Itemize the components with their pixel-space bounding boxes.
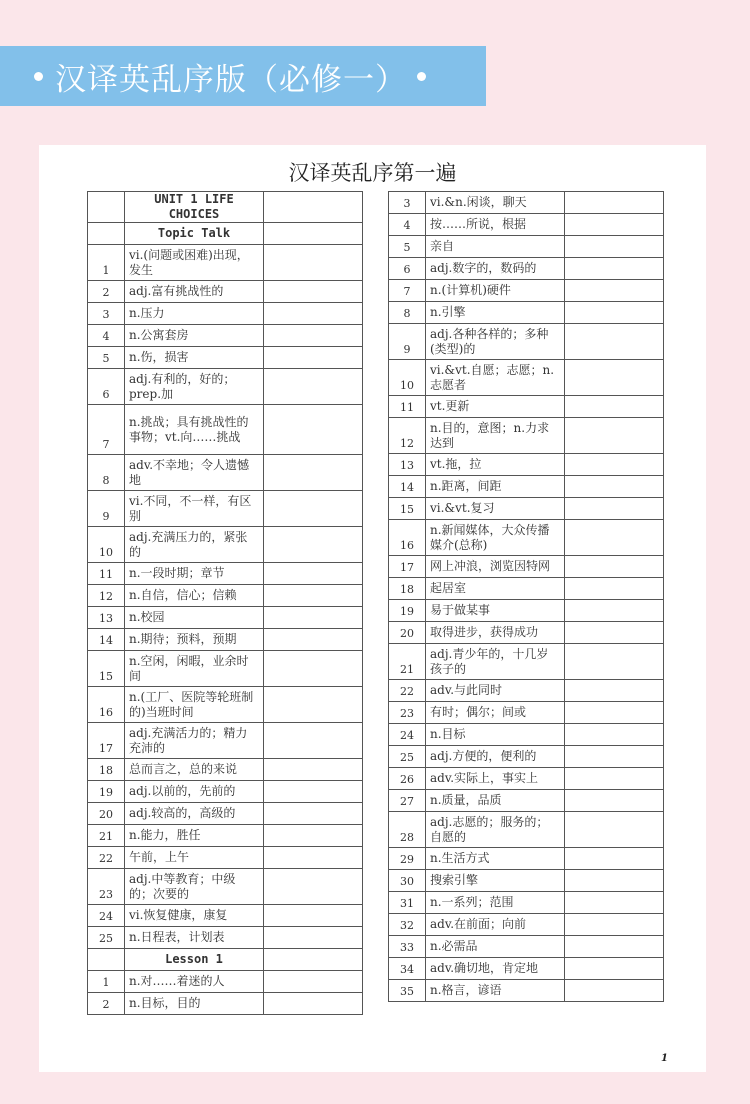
chinese-definition: vi.&n.闲谈，聊天	[426, 192, 565, 214]
vocab-table-left	[87, 191, 363, 1015]
answer-blank[interactable]	[565, 454, 664, 476]
table-row	[88, 927, 363, 949]
row-number: 22	[88, 847, 125, 869]
answer-blank[interactable]	[565, 600, 664, 622]
chinese-definition: adv.实际上，事实上	[426, 768, 565, 790]
table-row	[389, 812, 664, 848]
table-row	[389, 768, 664, 790]
chinese-definition: adv.不幸地；令人遗憾地	[125, 455, 264, 491]
table-row	[88, 325, 363, 347]
table-row	[389, 396, 664, 418]
answer-blank[interactable]	[565, 324, 664, 360]
chinese-definition: adv.在前面；向前	[426, 914, 565, 936]
table-row	[389, 746, 664, 768]
answer-blank[interactable]	[264, 803, 363, 825]
chinese-definition: adj.方便的，便利的	[426, 746, 565, 768]
chinese-definition: vt.拖，拉	[426, 454, 565, 476]
row-number	[88, 223, 125, 245]
answer-blank[interactable]	[264, 347, 363, 369]
row-number: 13	[389, 454, 426, 476]
table-row	[389, 360, 664, 396]
answer-blank[interactable]	[264, 847, 363, 869]
table-row	[389, 302, 664, 324]
table-row	[88, 563, 363, 585]
answer-blank[interactable]	[565, 192, 664, 214]
answer-blank[interactable]	[264, 687, 363, 723]
chinese-definition: n.(计算机)硬件	[426, 280, 565, 302]
table-row	[88, 607, 363, 629]
chinese-definition: 按……所说，根据	[426, 214, 565, 236]
answer-blank[interactable]	[565, 870, 664, 892]
chinese-definition: n.一段时期；章节	[125, 563, 264, 585]
table-row	[389, 914, 664, 936]
chinese-definition: 总而言之，总的来说	[125, 759, 264, 781]
answer-blank[interactable]	[565, 396, 664, 418]
chinese-definition: adv.确切地，肯定地	[426, 958, 565, 980]
table-row	[88, 281, 363, 303]
table-row	[389, 958, 664, 980]
vocab-table-right	[388, 191, 664, 1002]
table-row	[389, 936, 664, 958]
chinese-definition: n.能力，胜任	[125, 825, 264, 847]
chinese-definition: n.格言，谚语	[426, 980, 565, 1002]
section-title: UNIT 1 LIFE CHOICES	[125, 192, 264, 223]
table-row	[88, 971, 363, 993]
answer-blank[interactable]	[264, 455, 363, 491]
row-number: 6	[389, 258, 426, 280]
answer-blank[interactable]	[264, 369, 363, 405]
answer-blank[interactable]	[565, 236, 664, 258]
answer-blank[interactable]	[264, 971, 363, 993]
chinese-definition: n.公寓套房	[125, 325, 264, 347]
table-row	[88, 905, 363, 927]
row-number: 23	[389, 702, 426, 724]
answer-blank[interactable]	[264, 759, 363, 781]
answer-blank[interactable]	[565, 892, 664, 914]
answer-blank[interactable]	[565, 936, 664, 958]
chinese-definition: n.日程表，计划表	[125, 927, 264, 949]
table-row	[88, 491, 363, 527]
answer-blank[interactable]	[264, 927, 363, 949]
row-number: 2	[88, 993, 125, 1015]
table-row	[389, 214, 664, 236]
banner-title: 汉译英乱序版（必修一）	[55, 61, 407, 98]
table-row	[389, 236, 664, 258]
table-row	[389, 724, 664, 746]
chinese-definition: n.对……着迷的人	[125, 971, 264, 993]
row-number	[88, 192, 125, 223]
row-number: 24	[88, 905, 125, 927]
table-row	[389, 418, 664, 454]
row-number: 10	[389, 360, 426, 396]
section-title: Topic Talk	[125, 223, 264, 245]
row-number: 28	[389, 812, 426, 848]
row-number: 7	[389, 280, 426, 302]
table-row	[389, 600, 664, 622]
table-row	[389, 790, 664, 812]
chinese-definition: 取得进步，获得成功	[426, 622, 565, 644]
row-number: 21	[88, 825, 125, 847]
chinese-definition: n.自信，信心；信赖	[125, 585, 264, 607]
table-row	[389, 520, 664, 556]
chinese-definition: n.质量，品质	[426, 790, 565, 812]
answer-blank[interactable]	[565, 702, 664, 724]
chinese-definition: n.距离，间距	[426, 476, 565, 498]
row-number: 19	[88, 781, 125, 803]
section-header-row	[88, 949, 363, 971]
answer-blank[interactable]	[565, 214, 664, 236]
answer-blank[interactable]	[565, 980, 664, 1002]
table-row	[389, 892, 664, 914]
chinese-definition: 有时；偶尔；间或	[426, 702, 565, 724]
row-number: 26	[389, 768, 426, 790]
chinese-definition: n.(工厂、医院等轮班制的)当班时间	[125, 687, 264, 723]
page-number: 1	[661, 1053, 668, 1064]
answer-blank[interactable]	[565, 622, 664, 644]
bullet-dot-icon	[34, 72, 43, 81]
row-number: 29	[389, 848, 426, 870]
row-number: 3	[389, 192, 426, 214]
answer-blank[interactable]	[264, 993, 363, 1015]
answer-blank[interactable]	[264, 245, 363, 281]
table-row	[88, 651, 363, 687]
answer-blank[interactable]	[565, 958, 664, 980]
row-number: 6	[88, 369, 125, 405]
chinese-definition: n.校园	[125, 607, 264, 629]
section-title: Lesson 1	[125, 949, 264, 971]
table-row	[88, 723, 363, 759]
table-row	[389, 498, 664, 520]
row-number: 1	[88, 971, 125, 993]
row-number: 34	[389, 958, 426, 980]
chinese-definition: adj.有利的，好的；prep.加	[125, 369, 264, 405]
row-number: 10	[88, 527, 125, 563]
table-row	[389, 644, 664, 680]
chinese-definition: n.一系列；范围	[426, 892, 565, 914]
chinese-definition: n.必需品	[426, 936, 565, 958]
row-number: 20	[88, 803, 125, 825]
row-number: 20	[389, 622, 426, 644]
answer-blank[interactable]	[565, 680, 664, 702]
chinese-definition: n.新闻媒体，大众传播媒介(总称)	[426, 520, 565, 556]
row-number: 16	[88, 687, 125, 723]
answer-blank[interactable]	[565, 280, 664, 302]
chinese-definition: n.期待；预料，预期	[125, 629, 264, 651]
chinese-definition: 亲自	[426, 236, 565, 258]
answer-blank[interactable]	[264, 192, 363, 223]
row-number: 25	[389, 746, 426, 768]
chinese-definition: adj.富有挑战性的	[125, 281, 264, 303]
table-row	[88, 405, 363, 455]
table-row	[88, 759, 363, 781]
row-number: 17	[88, 723, 125, 759]
table-row	[88, 585, 363, 607]
row-number: 15	[389, 498, 426, 520]
chinese-definition: adj.各种各样的；多种(类型)的	[426, 324, 565, 360]
chinese-definition: n.目标	[426, 724, 565, 746]
table-row	[88, 347, 363, 369]
chinese-definition: n.空闲，闲暇，业余时间	[125, 651, 264, 687]
row-number: 22	[389, 680, 426, 702]
answer-blank[interactable]	[264, 723, 363, 759]
row-number: 18	[389, 578, 426, 600]
answer-blank[interactable]	[264, 563, 363, 585]
row-number: 31	[389, 892, 426, 914]
answer-blank[interactable]	[565, 498, 664, 520]
answer-blank[interactable]	[264, 223, 363, 245]
answer-blank[interactable]	[565, 812, 664, 848]
table-row	[88, 993, 363, 1015]
row-number: 7	[88, 405, 125, 455]
chinese-definition: adj.充满活力的；精力充沛的	[125, 723, 264, 759]
answer-blank[interactable]	[264, 629, 363, 651]
answer-blank[interactable]	[565, 302, 664, 324]
chinese-definition: n.挑战；具有挑战性的事物；vt.向……挑战	[125, 405, 264, 455]
chinese-definition: vi.(问题或困难)出现，发生	[125, 245, 264, 281]
row-number: 2	[88, 281, 125, 303]
table-row	[389, 680, 664, 702]
answer-blank[interactable]	[565, 746, 664, 768]
chinese-definition: adj.充满压力的，紧张的	[125, 527, 264, 563]
table-row	[389, 476, 664, 498]
chinese-definition: n.目标，目的	[125, 993, 264, 1015]
table-row	[389, 556, 664, 578]
answer-blank[interactable]	[565, 258, 664, 280]
chinese-definition: adj.以前的，先前的	[125, 781, 264, 803]
answer-blank[interactable]	[565, 914, 664, 936]
table-row	[88, 369, 363, 405]
answer-blank[interactable]	[264, 781, 363, 803]
row-number: 8	[88, 455, 125, 491]
table-row	[389, 702, 664, 724]
table-row	[88, 803, 363, 825]
row-number: 32	[389, 914, 426, 936]
row-number: 1	[88, 245, 125, 281]
answer-blank[interactable]	[264, 905, 363, 927]
chinese-definition: n.引擎	[426, 302, 565, 324]
chinese-definition: adj.数字的，数码的	[426, 258, 565, 280]
document-sheet	[39, 145, 706, 1072]
row-number: 24	[389, 724, 426, 746]
table-row	[389, 280, 664, 302]
row-number: 14	[389, 476, 426, 498]
chinese-definition: vi.不同，不一样，有区别	[125, 491, 264, 527]
row-number: 25	[88, 927, 125, 949]
answer-blank[interactable]	[565, 520, 664, 556]
row-number: 8	[389, 302, 426, 324]
answer-blank[interactable]	[264, 585, 363, 607]
title-banner	[0, 46, 486, 106]
row-number: 11	[88, 563, 125, 585]
chinese-definition: adv.与此同时	[426, 680, 565, 702]
row-number: 12	[88, 585, 125, 607]
table-row	[389, 980, 664, 1002]
chinese-definition: vt.更新	[426, 396, 565, 418]
chinese-definition: adj.青少年的，十几岁孩子的	[426, 644, 565, 680]
answer-blank[interactable]	[264, 651, 363, 687]
table-row	[88, 455, 363, 491]
chinese-definition: 午前，上午	[125, 847, 264, 869]
row-number: 27	[389, 790, 426, 812]
table-row	[88, 303, 363, 325]
section-header-row	[88, 192, 363, 223]
table-row	[389, 848, 664, 870]
chinese-definition: vi.&vt.自愿；志愿；n.志愿者	[426, 360, 565, 396]
row-number: 30	[389, 870, 426, 892]
table-row	[389, 454, 664, 476]
chinese-definition: adj.较高的，高级的	[125, 803, 264, 825]
table-row	[88, 527, 363, 563]
answer-blank[interactable]	[264, 325, 363, 347]
answer-blank[interactable]	[264, 869, 363, 905]
chinese-definition: n.伤，损害	[125, 347, 264, 369]
row-number: 4	[88, 325, 125, 347]
answer-blank[interactable]	[264, 825, 363, 847]
table-row	[389, 258, 664, 280]
table-row	[88, 687, 363, 723]
table-row	[88, 781, 363, 803]
chinese-definition: 网上冲浪，浏览因特网	[426, 556, 565, 578]
row-number: 35	[389, 980, 426, 1002]
document-title: 汉译英乱序第一遍	[288, 161, 457, 185]
answer-blank[interactable]	[565, 768, 664, 790]
table-row	[88, 847, 363, 869]
row-number: 15	[88, 651, 125, 687]
row-number: 5	[88, 347, 125, 369]
row-number: 13	[88, 607, 125, 629]
row-number: 9	[88, 491, 125, 527]
section-header-row	[88, 223, 363, 245]
table-row	[389, 578, 664, 600]
answer-blank[interactable]	[264, 527, 363, 563]
row-number: 19	[389, 600, 426, 622]
chinese-definition: n.生活方式	[426, 848, 565, 870]
row-number: 16	[389, 520, 426, 556]
table-row	[88, 629, 363, 651]
answer-blank[interactable]	[264, 405, 363, 455]
answer-blank[interactable]	[565, 848, 664, 870]
row-number: 33	[389, 936, 426, 958]
row-number: 17	[389, 556, 426, 578]
answer-blank[interactable]	[565, 724, 664, 746]
answer-blank[interactable]	[565, 556, 664, 578]
table-row	[389, 870, 664, 892]
table-row	[88, 245, 363, 281]
answer-blank[interactable]	[565, 476, 664, 498]
row-number: 23	[88, 869, 125, 905]
answer-blank[interactable]	[264, 607, 363, 629]
answer-blank[interactable]	[565, 578, 664, 600]
chinese-definition: 易于做某事	[426, 600, 565, 622]
chinese-definition: vi.&vt.复习	[426, 498, 565, 520]
chinese-definition: n.压力	[125, 303, 264, 325]
table-row	[389, 324, 664, 360]
chinese-definition: vi.恢复健康，康复	[125, 905, 264, 927]
row-number	[88, 949, 125, 971]
row-number: 18	[88, 759, 125, 781]
chinese-definition: adj.中等教育；中级的；次要的	[125, 869, 264, 905]
row-number: 11	[389, 396, 426, 418]
table-row	[88, 825, 363, 847]
row-number: 5	[389, 236, 426, 258]
answer-blank[interactable]	[264, 949, 363, 971]
chinese-definition: 搜索引擎	[426, 870, 565, 892]
bullet-dot-icon	[417, 72, 426, 81]
row-number: 12	[389, 418, 426, 454]
answer-blank[interactable]	[264, 281, 363, 303]
answer-blank[interactable]	[565, 418, 664, 454]
table-row	[88, 869, 363, 905]
chinese-definition: 起居室	[426, 578, 565, 600]
answer-blank[interactable]	[565, 360, 664, 396]
table-row	[389, 622, 664, 644]
row-number: 9	[389, 324, 426, 360]
answer-blank[interactable]	[264, 491, 363, 527]
chinese-definition: n.目的，意图；n.力求达到	[426, 418, 565, 454]
row-number: 4	[389, 214, 426, 236]
table-row	[389, 192, 664, 214]
chinese-definition: adj.志愿的；服务的；自愿的	[426, 812, 565, 848]
answer-blank[interactable]	[565, 790, 664, 812]
row-number: 14	[88, 629, 125, 651]
row-number: 3	[88, 303, 125, 325]
answer-blank[interactable]	[264, 303, 363, 325]
row-number: 21	[389, 644, 426, 680]
answer-blank[interactable]	[565, 644, 664, 680]
